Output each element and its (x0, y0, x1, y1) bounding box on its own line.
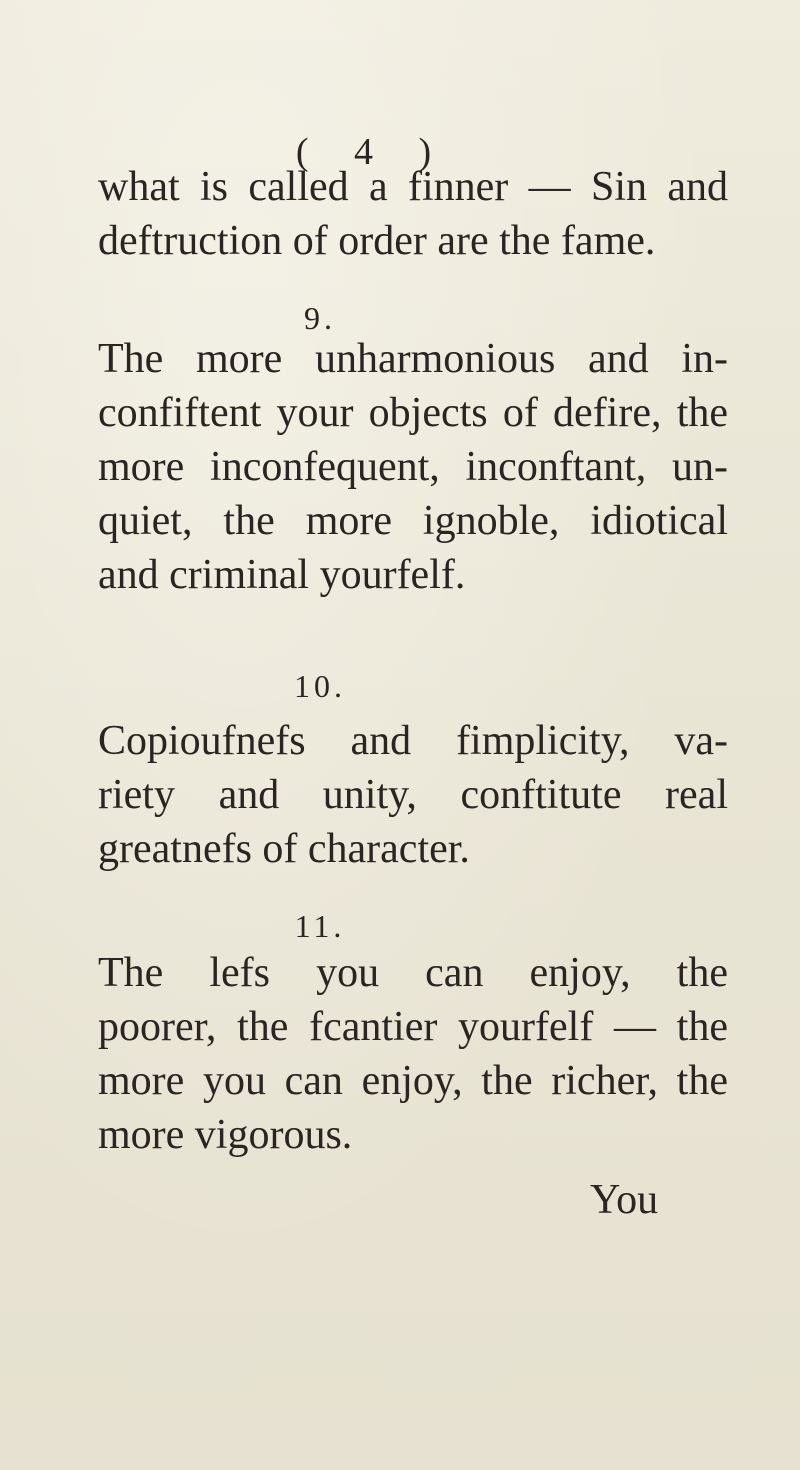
section-11-paragraph (98, 946, 728, 1162)
section-number-10: 10. (294, 668, 346, 704)
section-number-9: 9. (304, 300, 336, 336)
section-9-paragraph (98, 332, 728, 602)
opening-paragraph (98, 160, 728, 268)
running-head: ( 4 ) (295, 131, 450, 173)
section-10-paragraph (98, 714, 728, 876)
text-line: deftruction of order are the fame. (98, 218, 656, 264)
text-line: greatnefs of character. (98, 826, 470, 872)
catchword: You (590, 1177, 659, 1223)
text-line: confiftent your objects of defire, the (98, 390, 728, 436)
text-line: riety and unity, conftitute real (98, 772, 728, 818)
section-number-11: 11. (294, 908, 346, 944)
text-line: more inconfequent, inconftant, un- (98, 444, 728, 490)
text-line: and criminal yourfelf. (98, 552, 466, 598)
text-line: The more unharmonious and in- (98, 336, 728, 382)
text-line: more vigorous. (98, 1112, 353, 1158)
text-line: poorer, the fcantier yourfelf — the (98, 1004, 728, 1050)
text-line: what is called a finner — Sin and (98, 164, 728, 210)
text-line: more you can enjoy, the richer, the (98, 1058, 728, 1104)
text-line: quiet, the more ignoble, idiotical (98, 498, 728, 544)
text-line: The lefs you can enjoy, the (98, 950, 728, 996)
text-line: Copioufnefs and fimplicity, va- (98, 718, 728, 764)
